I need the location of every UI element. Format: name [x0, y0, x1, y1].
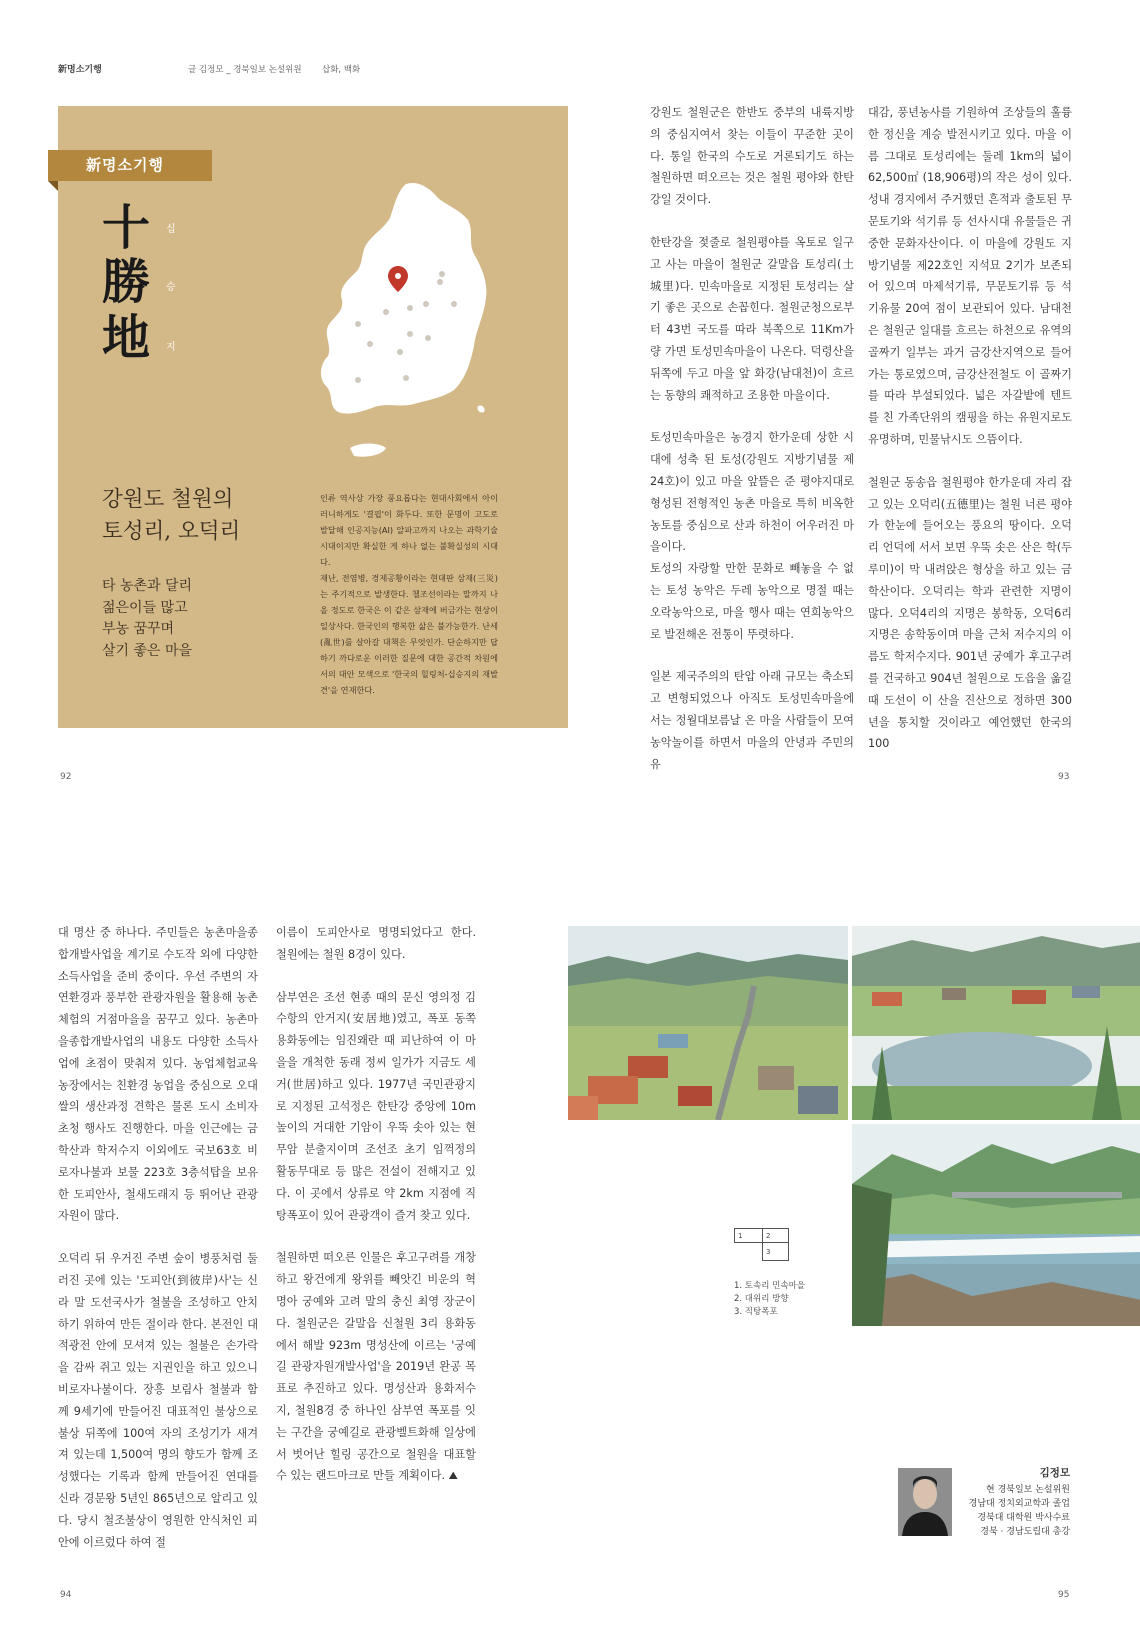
feature-title [102, 484, 240, 548]
hanja-3: 地 [102, 310, 151, 366]
paragraph: 강원도 철원군은 한반도 중부의 내륙지방의 중심지여서 찾는 이들이 꾸준한 곳이다. 통일 한국의 수도로 거론되기도 하는 철원하면 떠오르는 것은 철원 평야와 한탄강일 것이다. [650, 106, 854, 207]
paragraph: 토성민속마을은 농경지 한가운데 상한 시대에 성축 된 토성(강원도 지방기념물 제24호)이 있고 마을 앞뜰은 준 평야지대로 형성된 전형적인 농촌 마을로 특히 비옥한 농토를 중심으로 산과 하천이 어우러진 마을이다. [650, 431, 854, 554]
subtitle-line: 젊은이들 많고 [102, 599, 188, 616]
photo-captions [734, 1280, 805, 1319]
page-number: 94 [60, 1590, 72, 1600]
hanja-reading-2: 승 [166, 282, 176, 293]
caption-2: 2. 대위리 방향 [734, 1294, 789, 1304]
section-label: 新명소기행 [58, 65, 102, 75]
paragraph: 철원군 동송읍 철원평야 한가운데 자리 잡고 있는 오덕리(五德里)는 철원 너른 평야가 한눈에 들어오는 풍요의 땅이다. 오덕리 언덕에 서서 보면 우뚝 솟은 산은 학(두루미)이 막 내려앉은 형상을 하고 있는 금학산이다. 오덕리는 학과 관련한 지명이 많다. 오덕4리의 지명은 봉학동, 오덕6리 지명은 송학동이며 마을 근처 저수지의 이름도 학저수지다. 901년 궁예가 후고구려를 건국하고 904년 철원으로 도읍을 옮길 때 도선이 이 산을 진산으로 정하면 300년을 통치할 것이라고 예언했던 한국의 100 [868, 475, 1072, 751]
caption-3: 3. 직탕폭포 [734, 1307, 778, 1317]
paragraph: 대감, 풍년농사를 기원하여 조상들의 훌륭한 정신을 계승 발전시키고 있다. 마을 이름 그대로 토성리에는 둘레 1km의 넓이 62,500㎡ (18,906평)의 작은 성이 있다. 성내 경지에서 주거했던 흔적과 출토된 무문토기와 석기류 등 선사시대 유물들은 귀중한 문화자산이다. 이 마을에 강원도 지방기념물 제22호인 지석묘 2기가 보존되어 있으며 마제석기류, 무문토기류 등 석기유물 20여 점이 보관되어 있다. 남대천은 철원군 일대를 흐르는 하천으로 유역의 골짜기 일부는 과거 금강산지역으로 들어가는 통로였으며, 금강산전철도 이 골짜기를 따라 부설되었다. 넓은 자갈밭에 텐트를 친 가족단위의 캠핑을 하는 유원지로도 유명하며, 민물낚시도 으뜸이다. [868, 106, 1072, 446]
bio-line: 현 경북일보 논설위원 [986, 1485, 1070, 1495]
subtitle-line: 부농 꿈꾸며 [102, 621, 175, 637]
painting-2-reservoir [852, 926, 1140, 1120]
feature-title-line2: 토성리, 오덕리 [102, 519, 241, 544]
subtitle-line: 살기 좋은 마을 [102, 642, 193, 659]
korea-map-icon [298, 176, 518, 466]
paragraph: 오덕리 뒤 우거진 주변 숲이 병풍처럼 둘러진 곳에 있는 '도피안(到彼岸)사'는 신라 말 도선국사가 철불을 조성하고 안치하기 위하여 만든 절이라 한다. 본전인 대적광전 안에 모셔져 있는 철불은 손가락을 감싸 쥐고 있는 지권인을 하고 있으니 비로자나불이다. 장흥 보림사 철불과 함께 9세기에 만들어진 대표적인 불상으로 불상 뒤쪽에 100여 자의 조성기가 새겨져 있는데 1,500여 명의 향도가 함께 조성했다는 기록과 함께 만들어진 연대를 신라 경문왕 5년인 865년으로 알리고 있다. 당시 철조불상이 영원한 안식처인 피안에 이르렀다 하여 절 [58, 1252, 258, 1549]
article-column-2 [868, 102, 1072, 755]
paragraph: 일본 제국주의의 탄압 아래 규모는 축소되고 변형되었으나 아직도 토성민속마을에서는 정월대보름날 온 마을 사람들이 모여 농악놀이를 하면서 마을의 안녕과 주민의 유 [650, 670, 854, 771]
feature-intro [320, 490, 498, 698]
paragraph: 대 명산 중 하나다. 주민들은 농촌마을종합개발사업을 계기로 수도작 외에 다양한 소득사업을 준비 중이다. 우선 주변의 자연환경과 풍부한 관광자원을 활용해 농촌체험의 거점마을을 꿈꾸고 있다. 농촌마을종합개발사업의 내용도 다양한 소득사업에 초점이 맞춰져 있다. 농업체험교육농장에서는 친환경 농업을 중심으로 오대쌀의 생산과정 견학은 물론 도시 소비자 초청 행사도 진행한다. 마을 인근에는 금학산과 학저수지 이외에도 국보63호 비로자나불과 보물 223호 3층석탑을 보유한 도피안사, 철새도래지 등 뛰어난 관광자원이 많다. [58, 926, 258, 1223]
bio-line: 경북 · 경남도립대 총강 [980, 1527, 1070, 1537]
paragraph: 이름이 도피안사로 명명되었다고 한다. 철원에는 철원 8경이 있다. [276, 926, 476, 961]
bio-line: 경남대 정치외교학과 졸업 [968, 1499, 1070, 1509]
subtitle-line: 타 농촌과 달리 [102, 578, 193, 594]
page-number: 92 [60, 772, 72, 782]
illust-credit: 삽화, 백화 [322, 65, 361, 75]
painting-3-waterfall [852, 1124, 1140, 1326]
bio-line: 경북대 대학원 박사수료 [977, 1513, 1070, 1523]
intro-paragraph: 인류 역사상 가장 풍요롭다는 현대사회에서 아이러니하게도 '결핍'이 화두다. 또한 문명이 고도로 발달해 인공지능(AI) 알파고까지 나오는 과학기술 시대이지만 확실한 게 하나 없는 불확실성의 시대다. [320, 493, 498, 567]
grid-label-3: 3 [766, 1248, 771, 1256]
page-number: 95 [1058, 1590, 1070, 1600]
feature-title-line1: 강원도 철원의 [102, 487, 234, 512]
hanja-1: 十 [102, 200, 151, 256]
paragraph: 삼부연은 조선 현종 때의 문신 영의정 김수항의 안거지(安居地)였고, 폭포 동쪽 용화동에는 임진왜란 때 피난하여 이 마을을 개척한 동래 정씨 일가가 지금도 세거(世居)하고 있다. 1977년 국민관광지로 지정된 고석정은 한탄강 중앙에 10m 높이의 거대한 기암이 우뚝 솟아 있는 현무암 분출지이며 조선조 초기 임꺽정의 활동무대로 등 많은 전설이 전해지고 있다. 이 곳에서 상류로 약 2km 지점에 직탕폭포이 있어 관광객이 즐겨 찾고 있다. [276, 990, 476, 1222]
paragraph: 한탄강을 젖줄로 철원평야를 옥토로 일구고 사는 마을이 철원군 갈말읍 토성리(土城里)다. 민속마을로 지정된 토성리는 살기 좋은 곳으로 손꼽힌다. 철원군청으로부터 43번 국도를 따라 북쪽으로 11Km가량 가면 토성민속마을이 나온다. 덕령산을 뒤쪽에 두고 마을 앞 화강(남대천)이 흐르는 동향의 쾌적하고 조용한 마을이다. [650, 235, 854, 402]
hanja-2: 勝 [102, 254, 151, 310]
author-credit: 글 김정모 _ 경북일보 논설위원 [188, 65, 302, 75]
article-column-4 [276, 922, 476, 1487]
feature-panel [58, 106, 568, 728]
page-number: 93 [1058, 772, 1070, 782]
intro-paragraph: 재난, 전염병, 경제공황이라는 현대판 삼재(三災)는 주기적으로 발생한다. 첼조선이라는 말까지 나올 정도로 한국은 이 같은 삼재에 버금가는 현상이 일상사다. 한국인의 행복한 삶은 불가능한가. 난세(亂世)를 살아갈 대책은 무엇인가. 단순하지만 답하기 까다로운 이러한 질문에 대한 공간적 차원에서의 대안 모색으로 '한국의 힐링처-십승지의 재발견'을 연재한다. [320, 573, 498, 695]
avatar [898, 1468, 952, 1536]
feature-ribbon: 新명소기행 [48, 150, 212, 181]
ribbon-fold [48, 181, 58, 191]
paragraph: 토성의 자랑할 만한 문화로 빼놓을 수 없는 토성 농악은 두레 농악으로 명절 때는 오락농악으로, 마을 행사 때는 연희농악으로 발전해온 전통이 뚜렷하다. [650, 562, 854, 641]
grid-label-2: 2 [766, 1232, 771, 1240]
article-column-1 [650, 102, 854, 775]
painting-1-village [568, 926, 848, 1120]
paragraph: 철원하면 떠오른 인물은 후고구려를 개창하고 왕건에게 왕위를 빼앗긴 비운의 혁명아 궁예와 고려 말의 충신 최영 장군이다. 철원군은 갈말읍 신철원 3리 용화동에서 해발 923m 명성산에 이르는 '궁예길 관광자원개발사업'을 2019년 완공 목표로 추진하고 있다. 명성산과 용화저수지, 철원8경 중 하나인 삼부연 폭포를 잇는 구간을 궁예길로 관광벨트화해 일상에서 벗어난 힐링 공간으로 철원을 대표할 수 있는 랜드마크로 만들 계획이다. ⛰ [276, 1251, 476, 1483]
feature-subtitle [102, 576, 192, 662]
hanja-reading-1: 십 [166, 224, 176, 235]
grid-label-1: 1 [738, 1232, 743, 1240]
caption-1: 1. 토속리 민속마을 [734, 1281, 805, 1291]
author-name: 김정모 [1039, 1467, 1070, 1479]
author-bio [960, 1466, 1070, 1539]
hanja-reading-3: 지 [166, 342, 176, 353]
article-column-3 [58, 922, 258, 1553]
